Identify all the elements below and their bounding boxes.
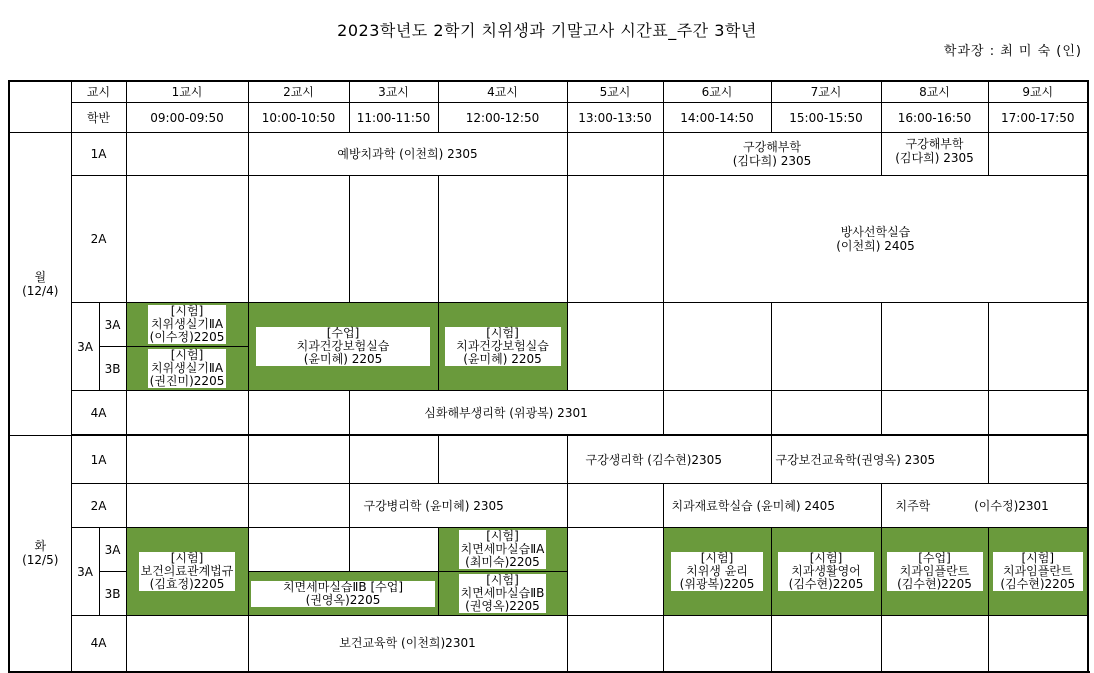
exam-line: [수업] [918,551,951,565]
class-2a: 2A [71,484,126,528]
corner-cell [9,81,71,133]
day-monday [9,133,71,436]
mon-2a-row [9,176,1088,303]
class-3a: 3A [71,303,99,391]
cell [126,176,248,303]
cell [663,616,771,672]
header-time-row [9,103,1088,133]
exam-line: 치과임플란트 [1002,564,1073,578]
exam-line: 보건의료관계법규 [140,564,234,578]
cell [771,303,881,391]
course-cell: 치과재료학실습 (윤미혜) 2405 [663,484,881,528]
period-7: 7교시 [771,81,881,103]
exam-line: 치과생활영어 [791,564,861,578]
course-line: 구강해부학 [905,137,964,151]
cell [126,133,248,176]
course-cell: 구강병리학 (윤미혜) 2305 [349,484,567,528]
course-line: (김다희) 2305 [895,151,974,165]
cell [126,436,248,484]
cell [567,176,663,303]
cell [567,616,663,672]
page-title: 2023학년도 2학기 치위생과 기말고사 시간표_주간 3학년 [337,21,757,40]
course-cell [663,176,1088,303]
day-label: 월 [34,270,47,284]
cell [988,391,1088,435]
exam-line: 치위생실기ⅡA [150,361,224,375]
exam-box [256,327,430,366]
cell [248,484,349,528]
exam-line: 치과건강보험실습 [296,339,390,353]
exam-line: [시험] [486,326,519,340]
exam-box [459,530,547,569]
exam-box [459,574,547,613]
period-label: 교시 [71,81,126,103]
course-cell: 심화해부생리학 (위광복) 2301 [349,391,663,435]
class-3b: 3B [99,347,126,391]
cell [248,528,349,572]
exam-line: 치면세마실습ⅡA [460,542,545,556]
exam-line: (권진미)2205 [149,374,225,388]
exam-line: [시험] [1021,551,1055,565]
course-line: (김다희) 2305 [732,154,812,168]
cell [988,133,1088,176]
class-1a: 1A [71,436,126,484]
course-line: 구강해부학 [743,140,801,154]
course-line: (이수정)2301 [974,498,1049,513]
course-cell [881,133,988,176]
cell [248,391,349,435]
time-6: 14:00-14:50 [663,103,771,133]
exam-line: (권영옥)2205 [465,599,540,613]
dean-signature: 학과장 : 최 미 숙 (인) [943,44,1082,59]
cell [248,436,349,484]
exam-box [251,581,435,607]
exam-cell [126,528,248,616]
exam-line: (권영옥)2205 [305,592,381,607]
exam-line: 치과건강보험실습 [456,339,549,353]
time-2: 10:00-10:50 [248,103,349,133]
exam-line: [시험] [170,348,204,362]
class-3a-sub: 3A [99,303,126,347]
exam-line: (김수현)2205 [1000,577,1076,591]
exam-line: (최미숙)2205 [465,555,540,569]
exam-line: (김수현)2205 [788,577,864,591]
class-1a: 1A [71,133,126,176]
cell [988,616,1088,672]
exam-line: (윤미혜) 2205 [303,352,383,366]
cell [881,616,988,672]
exam-line: (위광복)2205 [679,577,755,591]
day-date: (12/5) [22,553,59,568]
course-line: 방사선학실습 [840,225,911,239]
exam-line: (김수현)2205 [897,577,972,591]
exam-line: (윤미혜) 2205 [463,352,542,366]
class-3a: 3A [71,528,99,616]
course-cell: 구강보건교육학(권영옥) 2305 [771,436,988,484]
day-date: (12/4) [22,284,59,298]
period-5: 5교시 [567,81,663,103]
exam-line: [시험] [170,551,204,565]
cell [663,391,771,435]
exam-box [148,305,227,344]
exam-line: 치면세마실습ⅡB [수업] [282,579,404,594]
period-3: 3교시 [349,81,438,103]
exam-line: [시험] [486,573,519,587]
exam-cell [438,303,567,391]
course-cell [881,484,1088,528]
class-cell [881,528,988,616]
cell [349,528,438,572]
cell [663,303,771,391]
class-3a-sub: 3A [99,528,126,572]
exam-box [887,552,983,591]
time-8: 16:00-16:50 [881,103,988,133]
tue-4a-row [9,616,1088,672]
exam-cell [771,528,881,616]
header-period-row [9,81,1088,103]
period-2: 2교시 [248,81,349,103]
time-5: 13:00-13:50 [567,103,663,133]
cell [771,391,881,435]
time-3: 11:00-11:50 [349,103,438,133]
cell [438,436,567,484]
tue-3a-row [9,528,1088,572]
cell [567,303,663,391]
cell [567,528,663,616]
exam-cell [438,572,567,616]
exam-cell [438,528,567,572]
day-tuesday [9,436,71,672]
exam-box [148,349,227,388]
exam-cell [126,347,248,391]
exam-line: [시험] [700,551,734,565]
cell [771,616,881,672]
cell [567,133,663,176]
class-label: 학반 [71,103,126,133]
tue-1a-row [9,436,1088,484]
exam-line: 치면세마실습ⅡB [460,586,545,600]
course-cell: 예방치과학 (이천희) 2305 [248,133,567,176]
timetable [8,80,1089,673]
cell [126,616,248,672]
exam-line: [수업] [326,326,360,340]
exam-box [671,552,763,591]
cell [126,484,248,528]
exam-cell [126,303,248,347]
day-label: 화 [34,539,47,554]
cell [881,303,988,391]
period-6: 6교시 [663,81,771,103]
exam-line: 치과임플란트 [899,564,970,578]
period-1: 1교시 [126,81,248,103]
period-4: 4교시 [438,81,567,103]
cell [248,176,349,303]
time-9: 17:00-17:50 [988,103,1088,133]
exam-box [993,552,1083,591]
class-2a: 2A [71,176,126,303]
period-8: 8교시 [881,81,988,103]
exam-cell [988,528,1088,616]
mon-4a-row [9,391,1088,435]
exam-box [778,552,874,591]
period-9: 9교시 [988,81,1088,103]
exam-line: [시험] [809,551,843,565]
exam-line: 치위생실기ⅡA [150,317,224,331]
cell [881,391,988,435]
mon-1a-row [9,133,1088,176]
course-line: 치주학 [895,498,931,513]
exam-cell [663,528,771,616]
exam-line: 치위생 윤리 [686,564,748,578]
exam-line: (이수정)2205 [149,330,225,344]
class-3b: 3B [99,572,126,616]
time-7: 15:00-15:50 [771,103,881,133]
course-line: (이천희) 2405 [836,239,915,253]
cell [349,436,438,484]
cell [988,436,1088,484]
time-1: 09:00-09:50 [126,103,248,133]
course-cell: 구강생리학 (김수현)2305 [567,436,771,484]
exam-line: (김효정)2205 [149,577,225,591]
course-cell [663,133,881,176]
class-cell [248,303,438,391]
class-4a: 4A [71,391,126,435]
cell [126,391,248,435]
exam-line: [시험] [170,304,204,318]
course-cell: 보건교육학 (이천희)2301 [248,616,567,672]
tue-2a-row [9,484,1088,528]
cell [349,176,438,303]
class-cell [248,572,438,616]
exam-box [445,327,561,366]
class-4a: 4A [71,616,126,672]
cell [567,484,663,528]
mon-3a-row [9,303,1088,347]
exam-line: [시험] [486,529,519,543]
exam-box [139,552,236,591]
time-4: 12:00-12:50 [438,103,567,133]
cell [438,176,567,303]
cell [988,303,1088,391]
